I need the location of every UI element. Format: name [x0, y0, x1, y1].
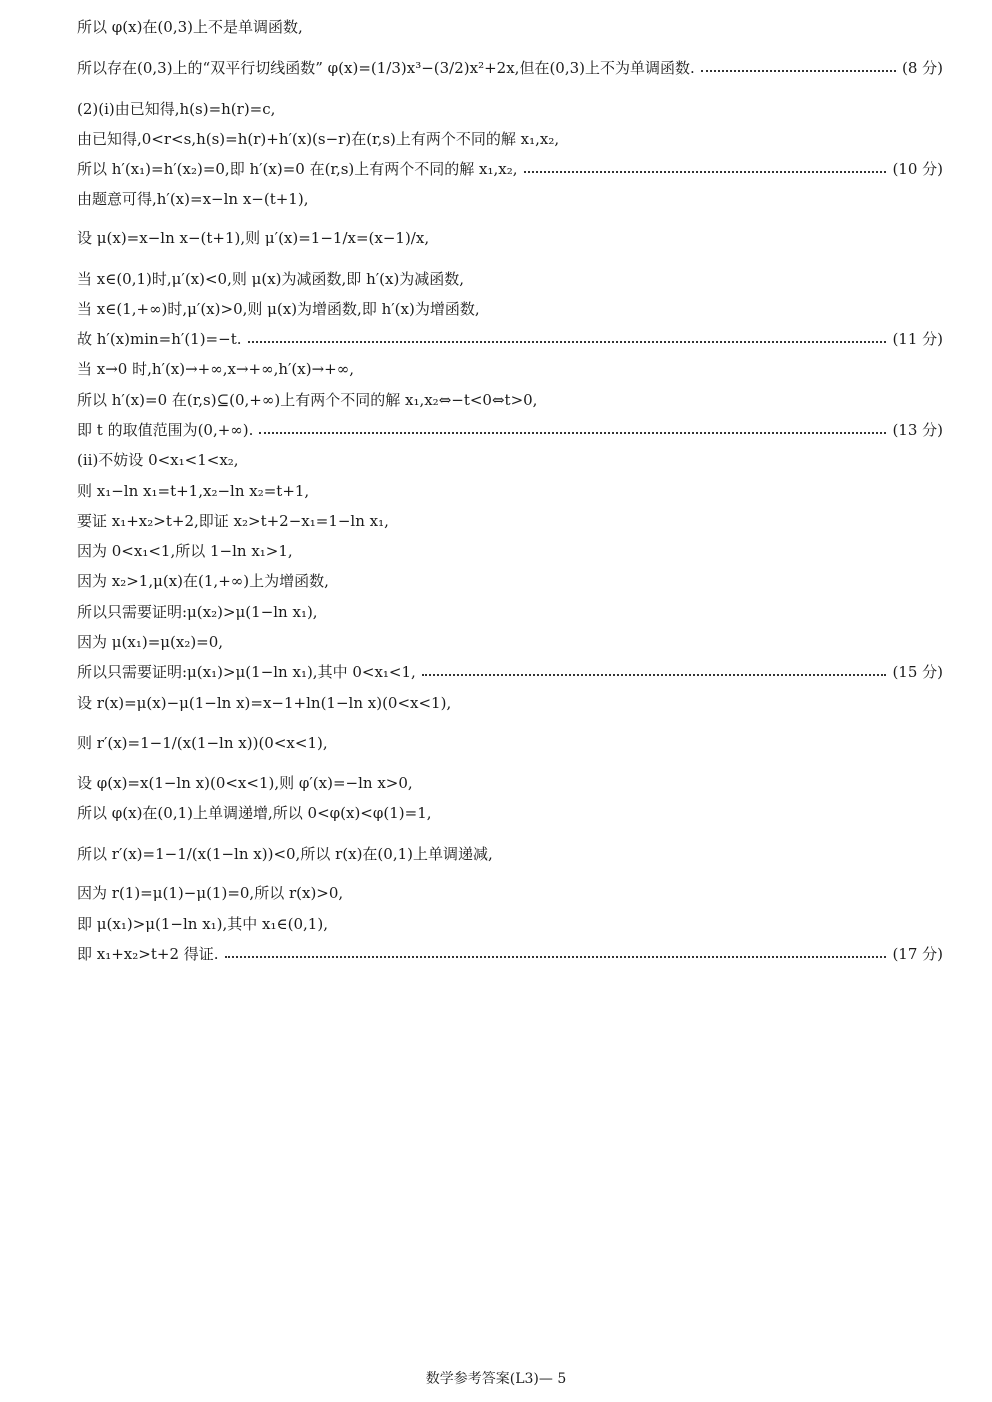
score-label: (11 分) [892, 329, 943, 348]
text-line [77, 599, 943, 623]
text-line [77, 417, 943, 441]
text-line [77, 568, 943, 592]
line-text: 当 x∈(0,1)时,μ′(x)<0,则 μ(x)为减函数,即 h′(x)为减函数, [77, 269, 465, 288]
text-line [77, 911, 943, 935]
line-text: (2)(ⅰ)由已知得,h(s)=h(r)=c, [77, 99, 276, 118]
line-text: 所以 h′(x₁)=h′(x₂)=0,即 h′(x)=0 在(r,s)上有两个不同的解 x₁,x₂, [77, 159, 518, 178]
dot-leader [225, 956, 887, 958]
line-text: 要证 x₁+x₂>t+2,即证 x₂>t+2−x₁=1−ln x₁, [77, 511, 389, 530]
line-text: 所以 r′(x)=1−1/(x(1−ln x))<0,所以 r(x)在(0,1)上单调递减, [77, 844, 493, 863]
line-text: 则 x₁−ln x₁=t+1,x₂−ln x₂=t+1, [77, 481, 310, 500]
text-line [77, 836, 943, 870]
text-line [77, 770, 943, 794]
line-text: 因为 μ(x₁)=μ(x₂)=0, [77, 632, 224, 651]
line-text: 由已知得,0<r<s,h(s)=h(r)+h′(x)(s−r)在(r,s)上有两个不同的解 x₁,x₂, [77, 129, 560, 148]
score-label: (15 分) [892, 662, 943, 681]
line-text: 即 μ(x₁)>μ(1−ln x₁),其中 x₁∈(0,1), [77, 914, 328, 933]
page-footer: 数学参考答案(L3)— 5 [425, 1371, 567, 1387]
line-text: 设 μ(x)=x−ln x−(t+1),则 μ′(x)=1−1/x=(x−1)/x, [77, 228, 430, 247]
text-line [77, 880, 943, 904]
text-line [77, 14, 943, 38]
score-label: (17 分) [892, 944, 943, 963]
line-text: 故 h′(x)min=h′(1)=−t. [77, 329, 242, 348]
text-line [77, 126, 943, 150]
line-text: 当 x∈(1,+∞)时,μ′(x)>0,则 μ(x)为增函数,即 h′(x)为增函数, [77, 299, 480, 318]
text-line [77, 508, 943, 532]
text-line [77, 690, 943, 714]
dot-leader [248, 341, 887, 343]
line-text: 所以只需要证明:μ(x₂)>μ(1−ln x₁), [77, 602, 318, 621]
text-line [77, 296, 943, 320]
dot-leader [259, 432, 886, 434]
score-label: (10 分) [892, 159, 943, 178]
line-text: 则 r′(x)=1−1/(x(1−ln x))(0<x<1), [77, 733, 328, 752]
text-line [77, 659, 943, 683]
text-line [77, 156, 943, 180]
text-line [77, 356, 943, 380]
line-text: 因为 r(1)=μ(1)−μ(1)=0,所以 r(x)>0, [77, 883, 344, 902]
text-line [77, 725, 943, 759]
line-text: 因为 0<x₁<1,所以 1−ln x₁>1, [77, 541, 293, 560]
line-text: (ⅱ)不妨设 0<x₁<1<x₂, [77, 450, 239, 469]
line-text: 由题意可得,h′(x)=x−ln x−(t+1), [77, 189, 309, 208]
dot-leader [524, 171, 887, 173]
text-line [77, 447, 943, 471]
line-text: 所以存在(0,3)上的“双平行切线函数” φ(x)=(1/3)x³−(3/2)x²+2x,但在(0,3)上不为单调函数. [77, 58, 695, 77]
text-line [77, 222, 943, 252]
text-line [77, 266, 943, 290]
dot-leader [701, 70, 896, 72]
score-label: (8 分) [901, 58, 943, 77]
text-line [77, 800, 943, 824]
line-text: 所以 φ(x)在(0,3)上不是单调函数, [77, 17, 303, 36]
text-line [77, 538, 943, 562]
text-line [77, 326, 943, 350]
line-text: 设 φ(x)=x(1−ln x)(0<x<1),则 φ′(x)=−ln x>0, [77, 773, 413, 792]
line-text: 当 x→0 时,h′(x)→+∞,x→+∞,h′(x)→+∞, [77, 359, 354, 378]
line-text: 所以只需要证明:μ(x₁)>μ(1−ln x₁),其中 0<x₁<1, [77, 662, 416, 681]
line-text: 设 r(x)=μ(x)−μ(1−ln x)=x−1+ln(1−ln x)(0<x<1), [77, 693, 452, 712]
score-label: (13 分) [892, 420, 943, 439]
text-line [77, 478, 943, 502]
dot-leader [422, 674, 887, 676]
text-line [77, 96, 943, 120]
line-text: 所以 φ(x)在(0,1)上单调递增,所以 0<φ(x)<φ(1)=1, [77, 803, 432, 822]
text-line [77, 629, 943, 653]
text-line [77, 186, 943, 210]
text-line [77, 387, 943, 411]
line-text: 因为 x₂>1,μ(x)在(1,+∞)上为增函数, [77, 571, 329, 590]
text-line [77, 52, 943, 82]
line-text: 即 t 的取值范围为(0,+∞). [77, 420, 254, 439]
line-text: 即 x₁+x₂>t+2 得证. [77, 944, 219, 963]
text-line [77, 941, 943, 965]
line-text: 所以 h′(x)=0 在(r,s)⊆(0,+∞)上有两个不同的解 x₁,x₂⇔−t<0⇔t>0, [77, 390, 538, 409]
